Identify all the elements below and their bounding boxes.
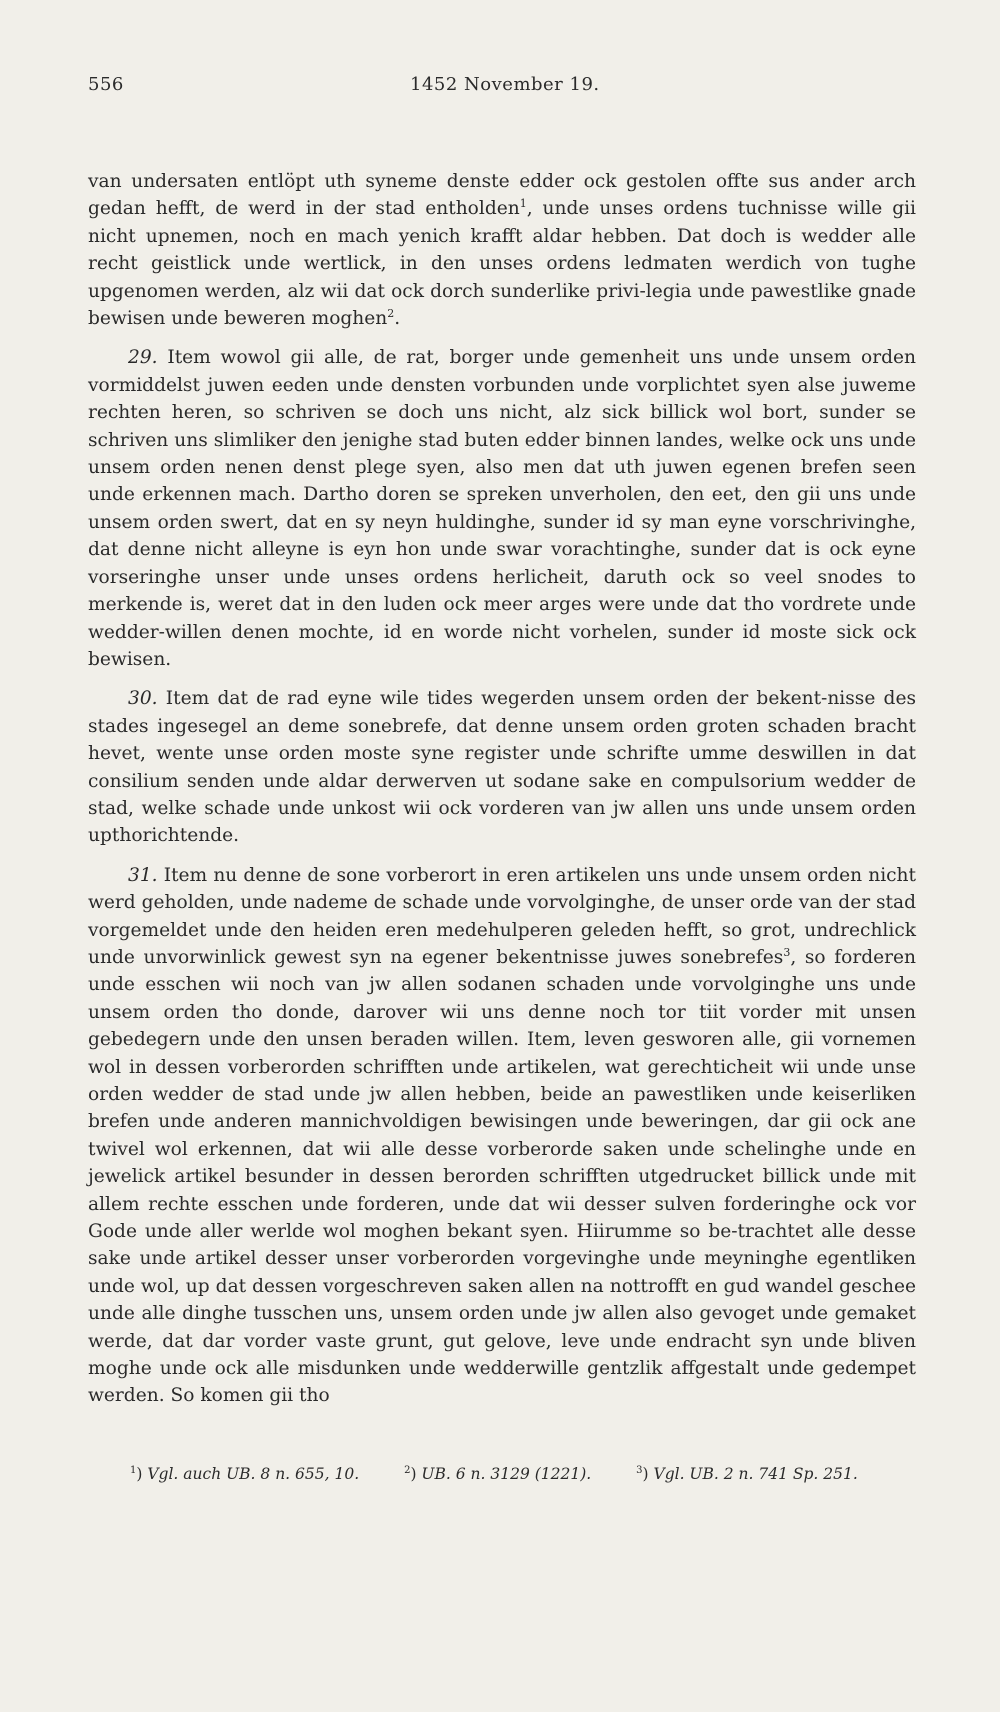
footnote-ref: 1 <box>519 197 527 211</box>
text-segment: van undersaten entlöpt uth syneme denste edder ock gestolen offte sus ander arch gedan hefft, de werd in der stad entholden <box>88 171 916 220</box>
footnote: $^3$) Vgl. UB. 2 n. 741 Sp. 251. <box>636 1464 858 1483</box>
footnote-text: Vgl. UB. 2 n. 741 Sp. 251. <box>653 1464 858 1483</box>
text-segment: Item dat de rad eyne wile tides wegerden unsem orden der bekent-nisse des stades ingesegel an deme sonebrefe, dat denne unsem orden groten schaden bracht hevet, wente unse orden moste syne register unde schrifte umme deswillen in dat consilium senden unde aldar derwerven ut sodane sake en compulsorium wedder de stad, welke schade unde unkost wii ock vorderen van jw allen uns unde unsem orden upthorichtende. <box>88 688 916 847</box>
text-segment: , unde unses ordens tuchnisse wille gii nicht upnemen, noch en mach yenich krafft aldar hebben. Dat doch is wedder alle recht geistlick unde wertlick, in den unses ordens ledmaten werdich von tughe upgenomen werden, alz wii dat ock dorch sunderlike privi-legia unde pawestlike gnade bewisen unde beweren moghen <box>88 198 916 330</box>
text-segment: . <box>394 308 401 330</box>
section-number: 30. <box>128 688 158 710</box>
footnote-mark: 1 <box>130 1464 137 1476</box>
section-number: 29. <box>128 347 158 369</box>
footnote-mark: 3 <box>636 1464 643 1476</box>
footnote-ref: 2 <box>387 306 395 320</box>
body-text <box>88 168 916 1410</box>
footnote-text: Vgl. auch UB. 8 n. 655, 10. <box>147 1464 360 1483</box>
section-number: 31. <box>128 864 158 886</box>
section-paragraph <box>88 344 916 673</box>
date-heading: 1452 November 19. <box>410 74 600 95</box>
text-segment: , so forderen unde esschen wii noch van jw allen sodanen schaden unde vorvolginghe uns unde unsem orden tho donde, darover wii uns denne noch tor tiit vorder mit unsen gebedegern unde den unsen beraden willen. Item, leven gesworen alle, gii vornemen wol in dessen vorberorden schrifften unde artikelen, wat gerechticheit wii unde unse orden wedder de stad unde jw allen hebben, beide an pawestliken unde keiserliken brefen unde anderen mannichvoldigen bewisingen unde beweringen, dar gii ock ane twivel wol erkennen, dat wii alle desse vorberorde saken unde schelinghe unde en jewelick artikel besunder in dessen berorden schrifften utgedrucket billick unde mit allem rechte esschen unde forderen, unde dat wii desser sulven forderinghe ock vor Gode unde aller werlde wol moghen bekant syen. Hiirumme so be-trachtet alle desse sake unde artikel desser unser vorberorden vorgevinghe unde meyninghe egentliken unde wol, up dat dessen vorgeschreven saken allen na nottrofft en gud wandel geschee unde alle dinghe tusschen uns, unsem orden unde jw allen also gevoget unde gemaket werde, dat dar vorder vaste grunt, gut gelove, leve unde endracht syn unde bliven moghe unde ock alle misdunken unde wedderwille gentzlik affgestalt unde gedempet werden. So komen gii tho <box>88 946 916 1407</box>
text-segment: Item nu denne de sone vorberort in eren artikelen uns unde unsem orden nicht werd geholden, unde nademe de schade unde vorvolginghe, de unser orde van der stad vorgemeldet unde den heiden eren medehulperen geleden hefft, so grot, undrechlick unde unvorwinlick gewest syn na egener bekentnisse juwes sonebrefes <box>88 864 916 968</box>
footnote: $^1$) Vgl. auch UB. 8 n. 655, 10. <box>130 1464 360 1483</box>
continuation-paragraph <box>88 168 916 332</box>
footnote-text: UB. 6 n. 3129 (1221). <box>421 1464 592 1483</box>
footnote-mark: 2 <box>404 1464 411 1476</box>
section-paragraph <box>88 862 916 1410</box>
page-number: 556 <box>88 74 124 95</box>
footnotes <box>88 1462 916 1486</box>
footnote: $^2$) UB. 6 n. 3129 (1221). <box>404 1464 592 1483</box>
footnote-ref: 3 <box>783 945 791 959</box>
section-paragraph <box>88 685 916 849</box>
page-header <box>88 74 916 120</box>
text-segment: Item wowol gii alle, de rat, borger unde gemenheit uns unde unsem orden vormiddelst juwen eeden unde densten vorbunden unde vorplichtet syen alse juweme rechten heren, so schriven se doch uns nicht, alz sick billick wol bort, sunder se schriven uns slimliker den jenighe stad buten edder binnen landes, welke ock uns unde unsem orden nenen denst plege syen, also men dat uth juwen egenen brefen seen unde erkennen mach. Dartho doren se spreken unverholen, den eet, den gii uns unde unsem orden swert, dat en sy neyn huldinghe, sunder id sy man eyne vorschrivinghe, dat denne nicht alleyne is eyn hon unde swar vorachtinghe, sunder dat is ock eyne vorseringhe unser unde unses ordens herlicheit, daruth ock so veel snodes to merkende is, weret dat in den luden ock meer arges were unde dat tho vordrete unde wedder-willen denen mochte, id en worde nicht vorhelen, sunder id moste sick ock bewisen. <box>88 347 916 670</box>
